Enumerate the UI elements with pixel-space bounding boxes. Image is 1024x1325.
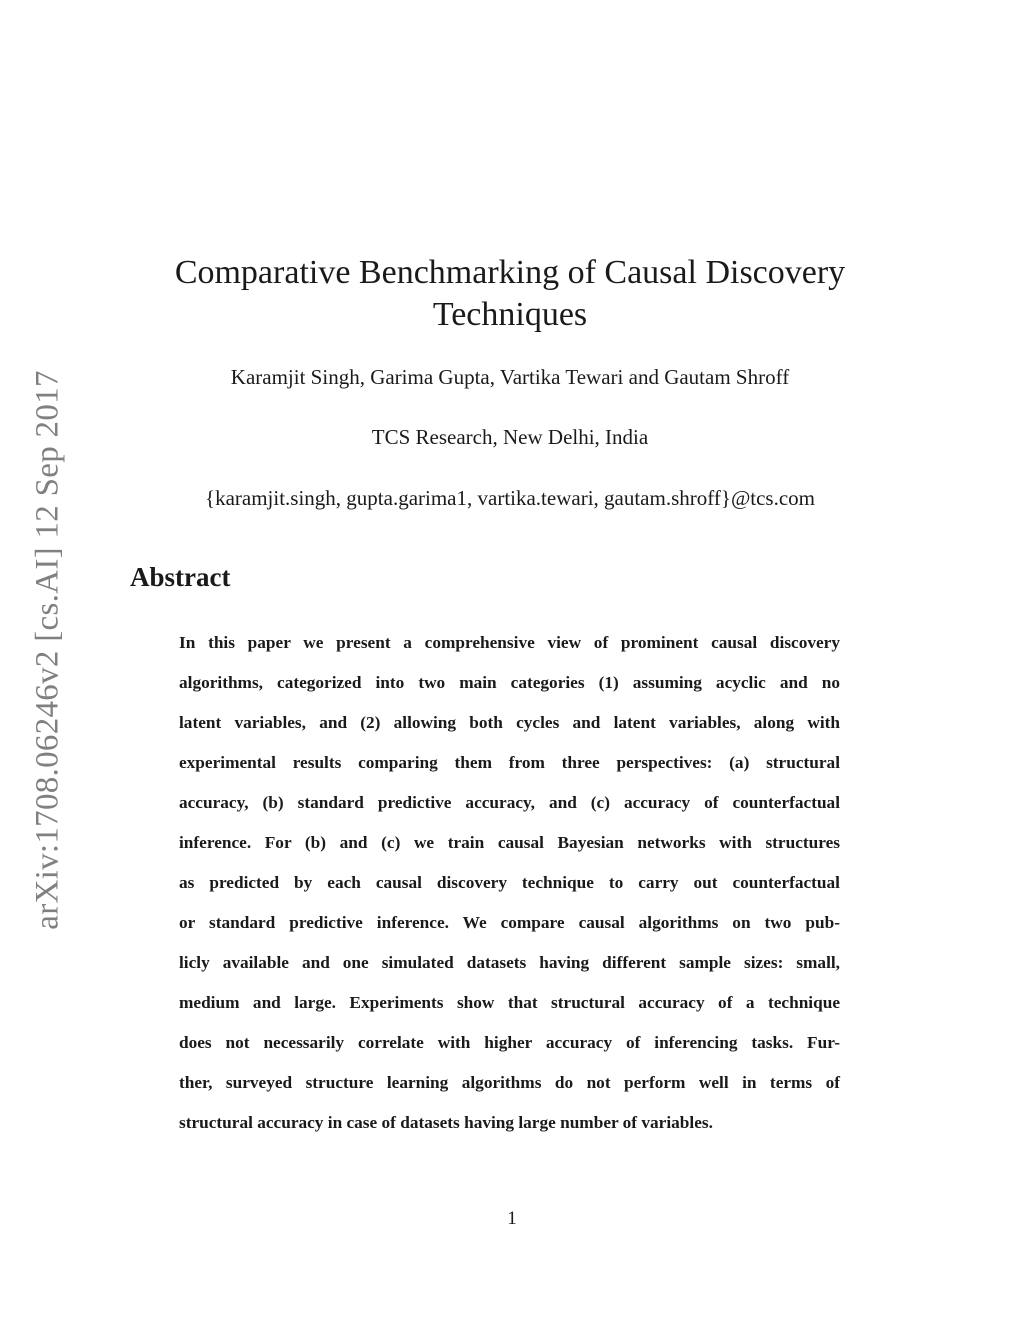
- affiliation: TCS Research, New Delhi, India: [371, 425, 649, 449]
- title-line-1: Comparative Benchmarking of Causal Discovery: [174, 254, 846, 291]
- title-line-2: Techniques: [432, 296, 588, 333]
- arxiv-identifier: arXiv:1708.06246v2 [cs.AI] 12 Sep 2017: [29, 370, 66, 930]
- abstract-line: or standard predictive inference. We compare causal algorithms on two pub-: [179, 913, 840, 932]
- abstract-line: algorithms, categorized into two main categories (1) assuming acyclic and no: [179, 673, 840, 692]
- abstract-heading: Abstract: [130, 562, 231, 592]
- abstract-line: licly available and one simulated datasets having different sample sizes: small,: [179, 953, 840, 972]
- abstract-line: experimental results comparing them from three perspectives: (a) structural: [179, 753, 840, 772]
- abstract-line: accuracy, (b) standard predictive accuracy, and (c) accuracy of counterfactual: [179, 793, 840, 812]
- page-number: 1: [507, 1208, 517, 1229]
- abstract-line: ther, surveyed structure learning algorithms do not perform well in terms of: [179, 1073, 840, 1092]
- abstract-line: structural accuracy in case of datasets having large number of variables.: [179, 1113, 713, 1132]
- abstract-line: does not necessarily correlate with higher accuracy of inferencing tasks. Fur-: [179, 1033, 840, 1052]
- abstract-line: latent variables, and (2) allowing both cycles and latent variables, along with: [179, 713, 840, 732]
- abstract-line: medium and large. Experiments show that structural accuracy of a technique: [179, 993, 840, 1012]
- author-list: Karamjit Singh, Garima Gupta, Vartika Tewari and Gautam Shroff: [230, 365, 790, 389]
- abstract-line: In this paper we present a comprehensive view of prominent causal discovery: [179, 633, 840, 652]
- author-emails: {karamjit.singh, gupta.garima1, vartika.tewari, gautam.shroff}@tcs.com: [204, 486, 816, 510]
- abstract-line: as predicted by each causal discovery technique to carry out counterfactual: [179, 873, 840, 892]
- abstract-line: inference. For (b) and (c) we train causal Bayesian networks with structures: [179, 833, 840, 852]
- paper-title: [110, 252, 910, 336]
- abstract-text: [179, 623, 840, 1143]
